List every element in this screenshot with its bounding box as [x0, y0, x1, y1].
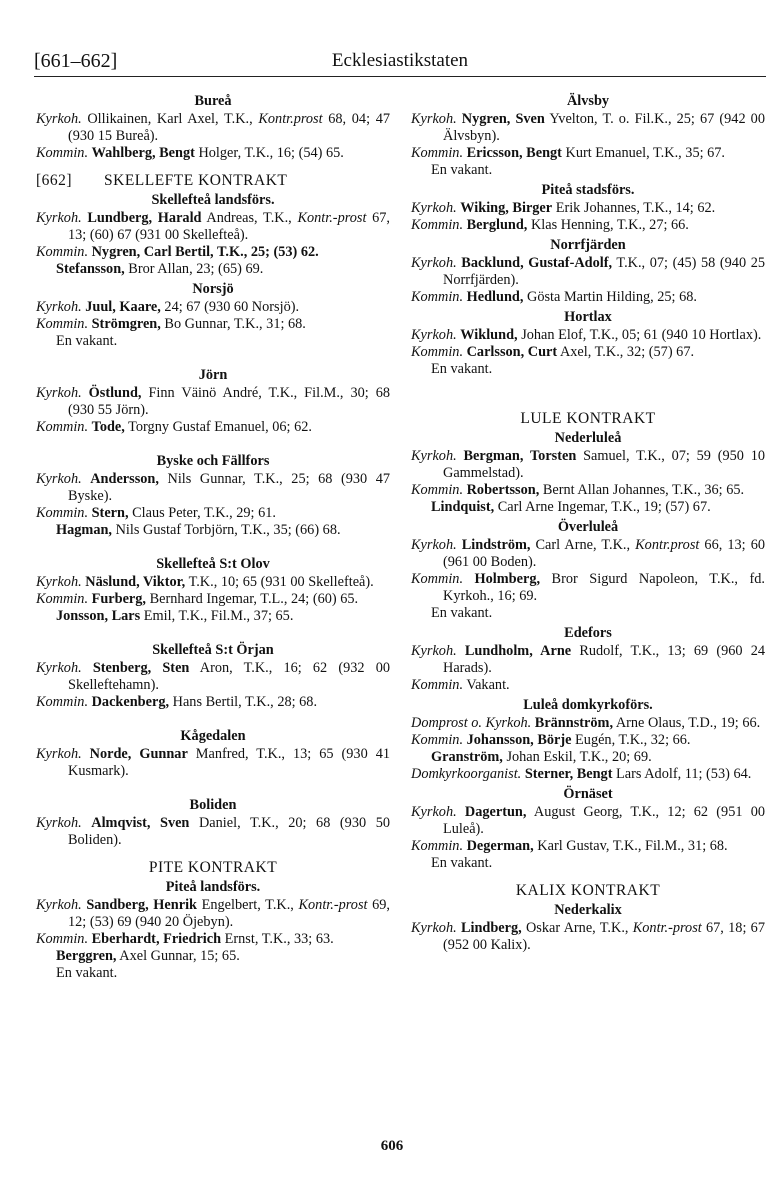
parish-title: Bureå — [194, 93, 232, 109]
vacancy: En vakant. — [431, 361, 493, 377]
entry: Hagman, Nils Gustaf Torbjörn, T.K., 35; (66) 68. — [56, 522, 341, 538]
contract-title: PITE KONTRAKT — [148, 859, 278, 876]
parish-title: Piteå landsförs. — [165, 879, 261, 895]
entry: Kyrkoh. Sandberg, Henrik Engelbert, T.K., Kontr.-prost 69, 12; (53) 69 (940 20 Öjebyn). — [36, 897, 390, 930]
entry: Lindquist, Carl Arne Ingemar, T.K., 19; (57) 67. — [431, 499, 711, 515]
parish-title: Nederkalix — [554, 902, 622, 918]
entry: Kommin. Wahlberg, Bengt Holger, T.K., 16; (54) 65. — [36, 145, 344, 161]
parish-title: Skellefteå landsförs. — [151, 192, 275, 208]
entry: Granström, Johan Eskil, T.K., 20; 69. — [431, 749, 652, 765]
parish-title: Luleå domkyrkoförs. — [523, 697, 653, 713]
parish-title: Jörn — [198, 367, 228, 383]
parish-title: Överluleå — [557, 519, 619, 535]
entry: Kyrkoh. Wiking, Birger Erik Johannes, T.K., 14; 62. — [411, 200, 716, 216]
entry: Kommin. Tode, Torgny Gustaf Emanuel, 06; 62. — [36, 419, 312, 435]
entry: Kyrkoh. Östlund, Finn Väinö André, T.K., Fil.M., 30; 68 (930 55 Jörn). — [36, 385, 390, 418]
entry: Kyrkoh. Juul, Kaare, 24; 67 (930 60 Norsjö). — [36, 299, 300, 315]
parish-title: Edefors — [564, 625, 612, 641]
page-range: [661–662] — [34, 50, 118, 72]
entry: Kyrkoh. Wiklund, Johan Elof, T.K., 05; 61 (940 10 Hortlax). — [411, 327, 762, 343]
vacancy: En vakant. — [56, 965, 118, 981]
parish-title: Piteå stadsförs. — [541, 182, 635, 198]
entry: Kyrkoh. Ollikainen, Karl Axel, T.K., Kontr.prost 68, 04; 47 (930 15 Bureå). — [36, 111, 391, 144]
parish-title: Kågedalen — [180, 728, 246, 744]
parish-title: Örnäset — [563, 786, 613, 802]
entry: Kyrkoh. Lindberg, Oskar Arne, T.K., Kontr.-prost 67, 18; 67 (952 00 Kalix). — [411, 920, 765, 953]
entry: Kommin. Ericsson, Bengt Kurt Emanuel, T.K., 35; 67. — [411, 145, 726, 161]
entry: Kommin. Strömgren, Bo Gunnar, T.K., 31; 68. — [36, 316, 306, 332]
entry: Kyrkoh. Almqvist, Sven Daniel, T.K., 20; 68 (930 50 Boliden). — [36, 815, 390, 848]
contract-title: KALIX KONTRAKT — [515, 882, 661, 899]
entry: Kyrkoh. Lundberg, Harald Andreas, T.K., Kontr.-prost 67, 13; (60) 67 (931 00 Skellefteå). — [36, 210, 391, 243]
entry: Kommin. Degerman, Karl Gustav, T.K., Fil.M., 31; 68. — [411, 838, 728, 854]
entry: Kommin. Johansson, Börje Eugén, T.K., 32; 66. — [411, 732, 691, 748]
entry: Kommin. Carlsson, Curt Axel, T.K., 32; (57) 67. — [411, 344, 695, 360]
entry: Kommin. Eberhardt, Friedrich Ernst, T.K., 33; 63. — [36, 931, 334, 947]
entry: Kommin. Berglund, Klas Henning, T.K., 27; 66. — [411, 217, 689, 233]
parish-title: Norsjö — [192, 281, 234, 297]
parish-title: Byske och Fällfors — [156, 453, 270, 469]
left-column — [36, 90, 390, 982]
running-header — [34, 50, 766, 77]
entry: Kommin. Hedlund, Gösta Martin Hilding, 25; 68. — [411, 289, 697, 305]
parish-title: Boliden — [189, 797, 237, 813]
right-column — [411, 90, 765, 954]
entry: Domprost o. Kyrkoh. Brännström, Arne Olaus, T.D., 19; 66. — [411, 715, 761, 731]
entry: Kyrkoh. Backlund, Gustaf-Adolf, T.K., 07; (45) 58 (940 25 Norrfjärden). — [411, 255, 765, 288]
parish-title: Älvsby — [566, 93, 610, 109]
entry: Kyrkoh. Nygren, Sven Yvelton, T. o. Fil.K., 25; 67 (942 00 Älvsbyn). — [411, 111, 765, 144]
entry: Kyrkoh. Norde, Gunnar Manfred, T.K., 13; 65 (930 41 Kusmark). — [36, 746, 390, 779]
entry: Kommin. Nygren, Carl Bertil, T.K., 25; (53) 62. — [36, 244, 319, 260]
contract-title: LULE KONTRAKT — [520, 410, 656, 427]
parish-title: Norrfjärden — [550, 237, 626, 253]
entry: Kommin. Holmberg, Bror Sigurd Napoleon, T.K., fd. Kyrkoh., 16; 69. — [411, 571, 765, 604]
entry: Jonsson, Lars Emil, T.K., Fil.M., 37; 65. — [56, 608, 294, 624]
entry: Kommin. Dackenberg, Hans Bertil, T.K., 28; 68. — [36, 694, 318, 710]
entry: Kommin. Furberg, Bernhard Ingemar, T.L., 24; (60) 65. — [36, 591, 359, 607]
vacancy: En vakant. — [431, 855, 493, 871]
contract-title: [662] SKELLEFTE KONTRAKT — [36, 172, 288, 189]
entry: Kyrkoh. Stenberg, Sten Aron, T.K., 16; 62 (932 00 Skelleftehamn). — [36, 660, 390, 693]
entry: Kyrkoh. Andersson, Nils Gunnar, T.K., 25; 68 (930 47 Byske). — [36, 471, 390, 504]
entry: Kommin. Vakant. — [411, 677, 510, 693]
entry: Domkyrkoorganist. Sterner, Bengt Lars Adolf, 11; (53) 64. — [411, 766, 752, 782]
parish-title: Nederluleå — [554, 430, 622, 446]
entry: Kyrkoh. Lundholm, Arne Rudolf, T.K., 13; 69 (960 24 Harads). — [411, 643, 765, 676]
header-title: Ecklesiastikstaten — [331, 50, 469, 71]
entry: Kyrkoh. Bergman, Torsten Samuel, T.K., 07; 59 (950 10 Gammelstad). — [411, 448, 765, 481]
entry: Kyrkoh. Näslund, Viktor, T.K., 10; 65 (931 00 Skellefteå). — [36, 574, 374, 590]
parish-title: Hortlax — [564, 309, 612, 325]
vacancy: En vakant. — [56, 333, 118, 349]
entry: Kyrkoh. Lindström, Carl Arne, T.K., Kontr.prost 66, 13; 60 (961 00 Boden). — [411, 537, 765, 570]
parish-title: Skellefteå S:t Örjan — [152, 642, 274, 658]
parish-title: Skellefteå S:t Olov — [156, 556, 270, 572]
vacancy: En vakant. — [431, 605, 493, 621]
page-number: 606 — [380, 1138, 404, 1154]
entry: Kyrkoh. Dagertun, August Georg, T.K., 12; 62 (951 00 Luleå). — [411, 804, 765, 837]
entry: Kommin. Stern, Claus Peter, T.K., 29; 61. — [36, 505, 276, 521]
entry: Stefansson, Bror Allan, 23; (65) 69. — [56, 261, 264, 277]
entry: Kommin. Robertsson, Bernt Allan Johannes, T.K., 36; 65. — [411, 482, 745, 498]
vacancy: En vakant. — [431, 162, 493, 178]
entry: Berggren, Axel Gunnar, 15; 65. — [56, 948, 240, 964]
